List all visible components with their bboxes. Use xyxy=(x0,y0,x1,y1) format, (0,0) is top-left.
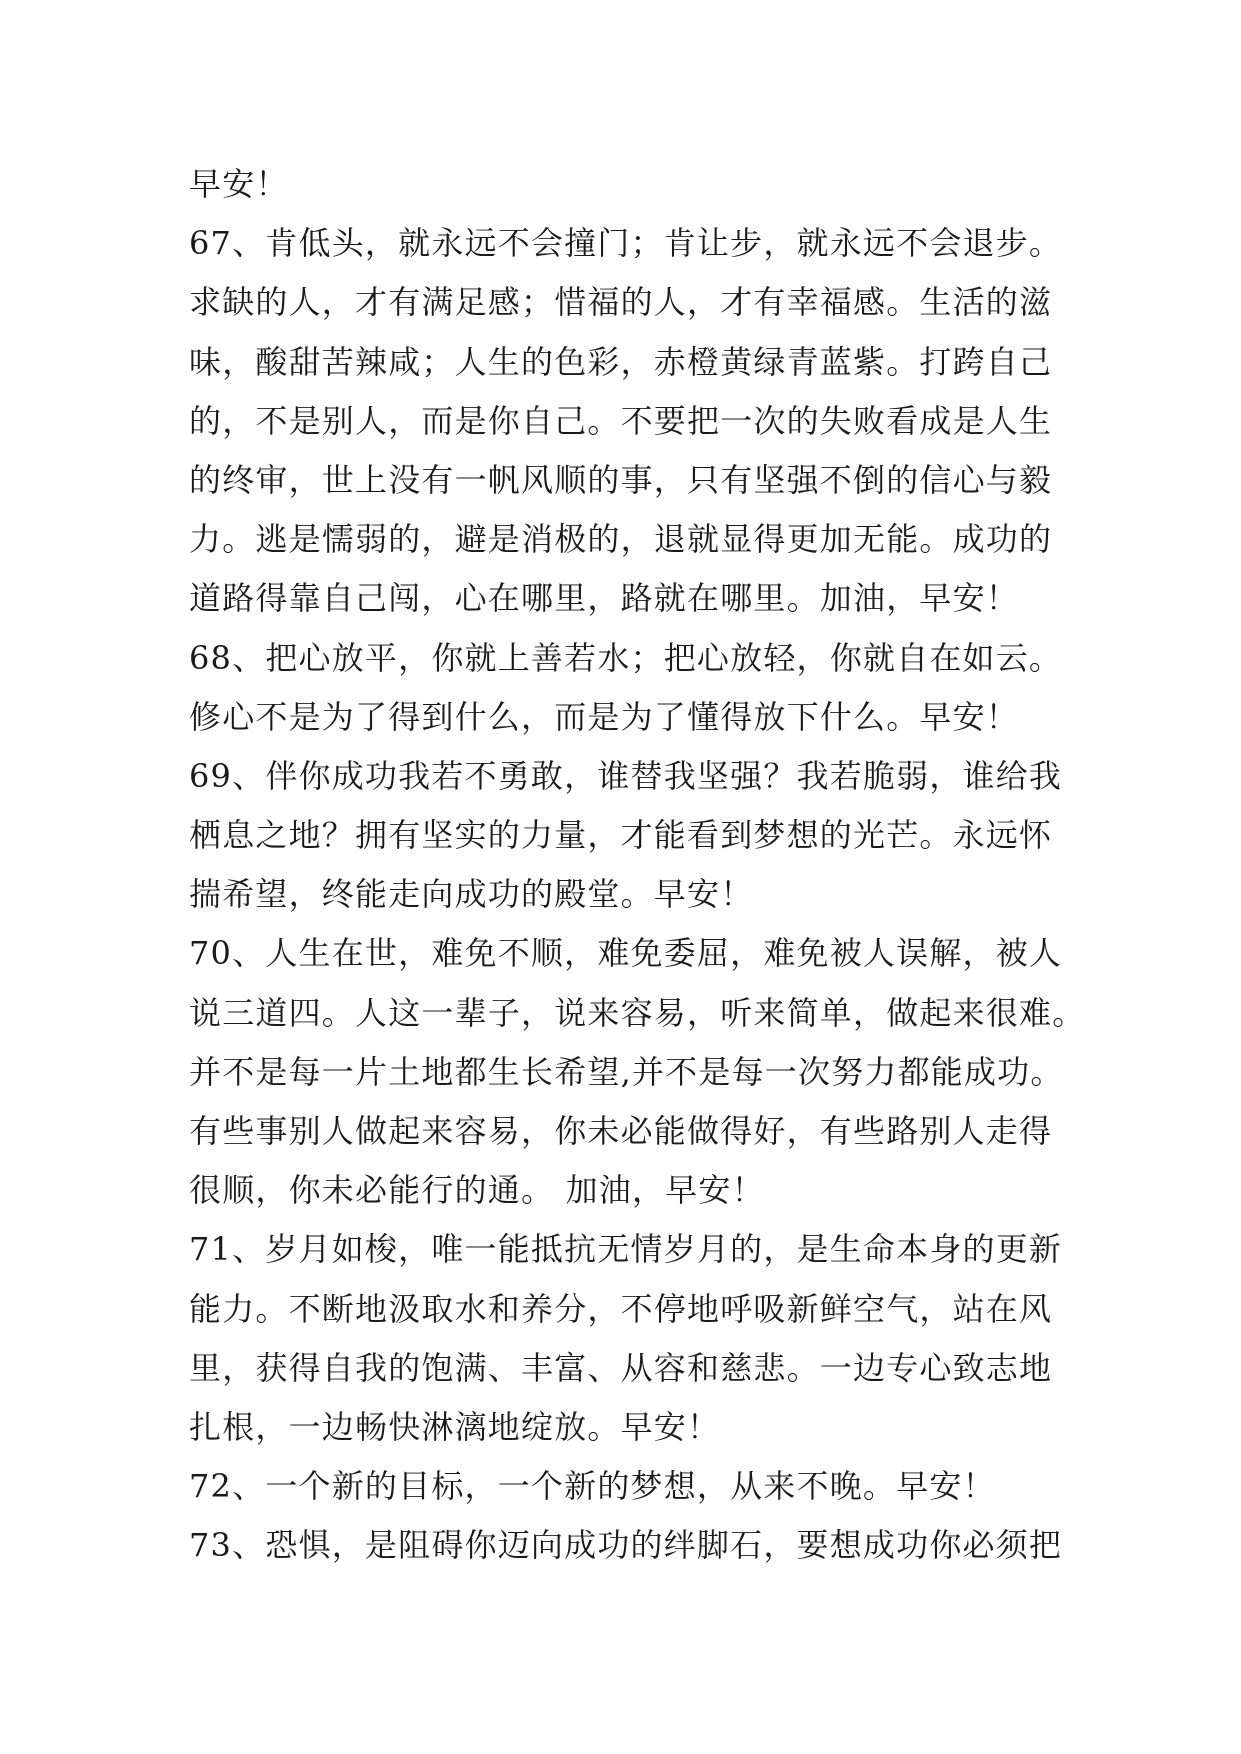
text-line: 揣希望，终能走向成功的殿堂。早安！ xyxy=(189,875,754,914)
text-line: 很顺，你未必能行的通。 加油，早安！ xyxy=(189,1171,765,1210)
document-body xyxy=(189,155,1086,1576)
text-line: 71、岁月如梭，唯一能抵抗无情岁月的，是生命本身的更新 xyxy=(189,1230,1063,1269)
text-line: 说三道四。人这一辈子，说来容易，听来简单，做起来很难。 xyxy=(189,993,1086,1032)
text-line: 并不是每一片土地都生长希望,并不是每一次努力都能成功。 xyxy=(189,1052,1064,1091)
text-line: 70、人生在世，难免不顺，难免委屈，难免被人误解，被人 xyxy=(189,934,1063,973)
text-line: 的终审，世上没有一帆风顺的事，只有坚强不倒的信心与毅 xyxy=(189,460,1053,499)
text-line: 72、一个新的目标，一个新的梦想，从来不晚。早安！ xyxy=(189,1467,996,1506)
text-line: 扎根，一边畅快淋漓地绽放。早安！ xyxy=(189,1407,721,1446)
text-line: 的，不是别人，而是你自己。不要把一次的失败看成是人生 xyxy=(189,401,1053,440)
text-line: 能力。不断地汲取水和养分，不停地呼吸新鲜空气，站在风 xyxy=(189,1289,1053,1328)
text-line: 力。逃是懦弱的，避是消极的，退就显得更加无能。成功的 xyxy=(189,520,1053,559)
text-line: 有些事别人做起来容易，你未必能做得好，有些路别人走得 xyxy=(189,1112,1053,1150)
text-line: 栖息之地？拥有坚实的力量，才能看到梦想的光芒。永远怀 xyxy=(189,816,1053,855)
text-line: 里，获得自我的饱满、丰富、从容和慈悲。一边专心致志地 xyxy=(189,1348,1053,1387)
text-line: 道路得靠自己闯，心在哪里，路就在哪里。加油，早安！ xyxy=(189,579,1020,618)
text-line: 求缺的人，才有满足感；惜福的人，才有幸福感。生活的滋 xyxy=(189,283,1053,322)
text-line: 早安！ xyxy=(189,165,289,203)
text-line: 修心不是为了得到什么，而是为了懂得放下什么。早安！ xyxy=(189,697,1020,736)
text-line: 69、伴你成功我若不勇敢，谁替我坚强？我若脆弱，谁给我 xyxy=(189,756,1063,795)
text-line: 67、肯低头，就永远不会撞门；肯让步，就永远不会退步。 xyxy=(189,224,1063,263)
text-line: 73、恐惧，是阻碍你迈向成功的绊脚石，要想成功你必须把 xyxy=(189,1526,1063,1565)
text-line: 味，酸甜苦辣咸；人生的色彩，赤橙黄绿青蓝紫。打跨自己 xyxy=(189,342,1053,381)
text-line: 68、把心放平，你就上善若水；把心放轻，你就自在如云。 xyxy=(189,638,1063,677)
